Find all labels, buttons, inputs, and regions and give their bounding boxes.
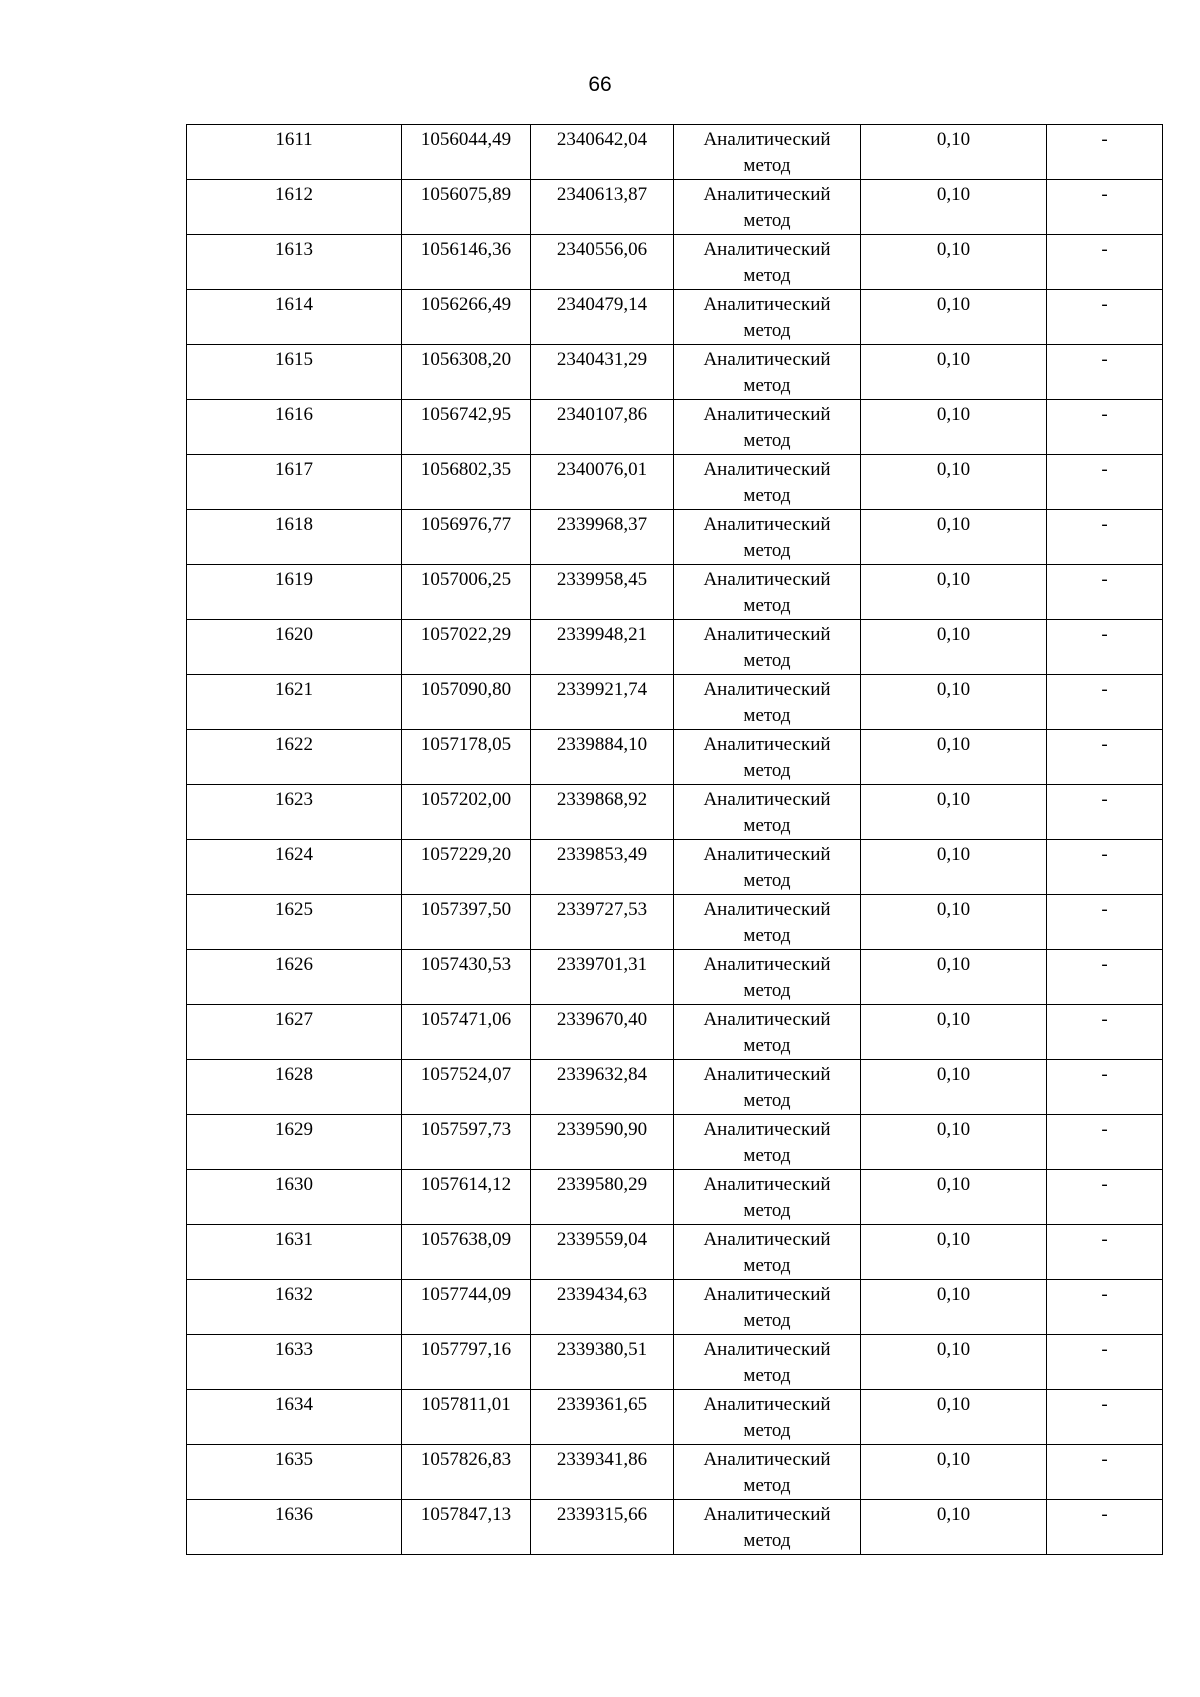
- method-cell: [674, 1390, 861, 1445]
- method-line-2: метод: [743, 760, 791, 781]
- accuracy-cell: 0,10: [861, 235, 1047, 290]
- accuracy-cell: 0,10: [861, 840, 1047, 895]
- y-coordinate-cell: 2340076,01: [531, 455, 674, 510]
- method-line-1: Аналитический: [703, 1284, 831, 1305]
- point-number-cell: 1614: [187, 290, 402, 345]
- method-cell: [674, 1005, 861, 1060]
- method-cell: [674, 1060, 861, 1115]
- table-row: [187, 1225, 1163, 1280]
- method-cell: [674, 620, 861, 675]
- x-coordinate-cell: 1056742,95: [402, 400, 531, 455]
- table-row: [187, 730, 1163, 785]
- method-line-2: метод: [743, 1475, 791, 1496]
- method-line-1: Аналитический: [703, 129, 831, 150]
- y-coordinate-cell: 2339361,65: [531, 1390, 674, 1445]
- method-line-1: Аналитический: [703, 294, 831, 315]
- method-cell: [674, 235, 861, 290]
- method-line-2: метод: [743, 320, 791, 341]
- method-line-2: метод: [743, 1255, 791, 1276]
- table-row: [187, 1115, 1163, 1170]
- table-row: [187, 950, 1163, 1005]
- x-coordinate-cell: 1057022,29: [402, 620, 531, 675]
- accuracy-cell: 0,10: [861, 455, 1047, 510]
- method-cell: [674, 125, 861, 180]
- point-number-cell: 1611: [187, 125, 402, 180]
- note-cell: -: [1047, 290, 1163, 345]
- note-cell: -: [1047, 180, 1163, 235]
- point-number-cell: 1634: [187, 1390, 402, 1445]
- x-coordinate-cell: 1056146,36: [402, 235, 531, 290]
- x-coordinate-cell: 1057090,80: [402, 675, 531, 730]
- x-coordinate-cell: 1056266,49: [402, 290, 531, 345]
- method-line-2: метод: [743, 650, 791, 671]
- method-line-1: Аналитический: [703, 1339, 831, 1360]
- method-line-1: Аналитический: [703, 624, 831, 645]
- note-cell: -: [1047, 510, 1163, 565]
- point-number-cell: 1627: [187, 1005, 402, 1060]
- accuracy-cell: 0,10: [861, 565, 1047, 620]
- method-line-1: Аналитический: [703, 734, 831, 755]
- point-number-cell: 1628: [187, 1060, 402, 1115]
- y-coordinate-cell: 2340479,14: [531, 290, 674, 345]
- note-cell: -: [1047, 895, 1163, 950]
- table-row: [187, 290, 1163, 345]
- accuracy-cell: 0,10: [861, 125, 1047, 180]
- point-number-cell: 1616: [187, 400, 402, 455]
- method-line-2: метод: [743, 815, 791, 836]
- point-number-cell: 1621: [187, 675, 402, 730]
- x-coordinate-cell: 1057638,09: [402, 1225, 531, 1280]
- point-number-cell: 1632: [187, 1280, 402, 1335]
- method-line-1: Аналитический: [703, 1449, 831, 1470]
- method-line-1: Аналитический: [703, 899, 831, 920]
- x-coordinate-cell: 1057826,83: [402, 1445, 531, 1500]
- method-line-2: метод: [743, 155, 791, 176]
- accuracy-cell: 0,10: [861, 1170, 1047, 1225]
- method-cell: [674, 675, 861, 730]
- point-number-cell: 1618: [187, 510, 402, 565]
- point-number-cell: 1635: [187, 1445, 402, 1500]
- note-cell: -: [1047, 1225, 1163, 1280]
- table-row: [187, 1005, 1163, 1060]
- accuracy-cell: 0,10: [861, 1115, 1047, 1170]
- method-cell: [674, 1335, 861, 1390]
- method-cell: [674, 895, 861, 950]
- table-body: [187, 125, 1163, 1555]
- table-row: [187, 1390, 1163, 1445]
- method-line-2: метод: [743, 1145, 791, 1166]
- note-cell: -: [1047, 1445, 1163, 1500]
- method-cell: [674, 840, 861, 895]
- table-row: [187, 1280, 1163, 1335]
- y-coordinate-cell: 2340613,87: [531, 180, 674, 235]
- accuracy-cell: 0,10: [861, 1445, 1047, 1500]
- note-cell: -: [1047, 455, 1163, 510]
- table-row: [187, 675, 1163, 730]
- x-coordinate-cell: 1057597,73: [402, 1115, 531, 1170]
- y-coordinate-cell: 2339853,49: [531, 840, 674, 895]
- y-coordinate-cell: 2339580,29: [531, 1170, 674, 1225]
- note-cell: -: [1047, 400, 1163, 455]
- accuracy-cell: 0,10: [861, 730, 1047, 785]
- method-line-1: Аналитический: [703, 1229, 831, 1250]
- method-cell: [674, 455, 861, 510]
- method-line-1: Аналитический: [703, 679, 831, 700]
- y-coordinate-cell: 2339632,84: [531, 1060, 674, 1115]
- x-coordinate-cell: 1057744,09: [402, 1280, 531, 1335]
- method-line-1: Аналитический: [703, 954, 831, 975]
- method-line-1: Аналитический: [703, 569, 831, 590]
- method-cell: [674, 290, 861, 345]
- x-coordinate-cell: 1057006,25: [402, 565, 531, 620]
- x-coordinate-cell: 1056802,35: [402, 455, 531, 510]
- table-row: [187, 1335, 1163, 1390]
- accuracy-cell: 0,10: [861, 1060, 1047, 1115]
- method-line-2: метод: [743, 1200, 791, 1221]
- table-row: [187, 400, 1163, 455]
- y-coordinate-cell: 2339380,51: [531, 1335, 674, 1390]
- method-line-1: Аналитический: [703, 349, 831, 370]
- accuracy-cell: 0,10: [861, 1500, 1047, 1555]
- accuracy-cell: 0,10: [861, 1280, 1047, 1335]
- point-number-cell: 1619: [187, 565, 402, 620]
- method-line-1: Аналитический: [703, 1394, 831, 1415]
- table-row: [187, 1060, 1163, 1115]
- accuracy-cell: 0,10: [861, 785, 1047, 840]
- point-number-cell: 1615: [187, 345, 402, 400]
- method-line-2: метод: [743, 430, 791, 451]
- point-number-cell: 1617: [187, 455, 402, 510]
- accuracy-cell: 0,10: [861, 180, 1047, 235]
- x-coordinate-cell: 1057202,00: [402, 785, 531, 840]
- x-coordinate-cell: 1057847,13: [402, 1500, 531, 1555]
- x-coordinate-cell: 1057229,20: [402, 840, 531, 895]
- accuracy-cell: 0,10: [861, 400, 1047, 455]
- table-row: [187, 565, 1163, 620]
- point-number-cell: 1623: [187, 785, 402, 840]
- y-coordinate-cell: 2339921,74: [531, 675, 674, 730]
- accuracy-cell: 0,10: [861, 1225, 1047, 1280]
- method-line-2: метод: [743, 375, 791, 396]
- note-cell: -: [1047, 1335, 1163, 1390]
- method-line-2: метод: [743, 485, 791, 506]
- method-line-1: Аналитический: [703, 789, 831, 810]
- y-coordinate-cell: 2339884,10: [531, 730, 674, 785]
- y-coordinate-cell: 2339670,40: [531, 1005, 674, 1060]
- y-coordinate-cell: 2339341,86: [531, 1445, 674, 1500]
- table-row: [187, 345, 1163, 400]
- method-line-2: метод: [743, 1530, 791, 1551]
- y-coordinate-cell: 2339968,37: [531, 510, 674, 565]
- point-number-cell: 1620: [187, 620, 402, 675]
- table-row: [187, 840, 1163, 895]
- point-number-cell: 1636: [187, 1500, 402, 1555]
- x-coordinate-cell: 1057614,12: [402, 1170, 531, 1225]
- method-cell: [674, 730, 861, 785]
- method-line-1: Аналитический: [703, 1504, 831, 1525]
- y-coordinate-cell: 2339701,31: [531, 950, 674, 1005]
- accuracy-cell: 0,10: [861, 345, 1047, 400]
- y-coordinate-cell: 2339727,53: [531, 895, 674, 950]
- table-row: [187, 620, 1163, 675]
- accuracy-cell: 0,10: [861, 290, 1047, 345]
- y-coordinate-cell: 2339868,92: [531, 785, 674, 840]
- point-number-cell: 1631: [187, 1225, 402, 1280]
- x-coordinate-cell: 1056976,77: [402, 510, 531, 565]
- accuracy-cell: 0,10: [861, 1335, 1047, 1390]
- note-cell: -: [1047, 1500, 1163, 1555]
- y-coordinate-cell: 2339434,63: [531, 1280, 674, 1335]
- method-line-1: Аналитический: [703, 184, 831, 205]
- x-coordinate-cell: 1057430,53: [402, 950, 531, 1005]
- table-row: [187, 510, 1163, 565]
- method-line-2: метод: [743, 595, 791, 616]
- note-cell: -: [1047, 1170, 1163, 1225]
- note-cell: -: [1047, 785, 1163, 840]
- accuracy-cell: 0,10: [861, 895, 1047, 950]
- y-coordinate-cell: 2340556,06: [531, 235, 674, 290]
- note-cell: -: [1047, 345, 1163, 400]
- method-cell: [674, 1445, 861, 1500]
- table-row: [187, 235, 1163, 290]
- point-number-cell: 1629: [187, 1115, 402, 1170]
- method-line-1: Аналитический: [703, 404, 831, 425]
- method-line-1: Аналитический: [703, 844, 831, 865]
- accuracy-cell: 0,10: [861, 950, 1047, 1005]
- x-coordinate-cell: 1057811,01: [402, 1390, 531, 1445]
- note-cell: -: [1047, 1060, 1163, 1115]
- x-coordinate-cell: 1056308,20: [402, 345, 531, 400]
- method-cell: [674, 1500, 861, 1555]
- x-coordinate-cell: 1056075,89: [402, 180, 531, 235]
- method-line-1: Аналитический: [703, 1064, 831, 1085]
- note-cell: -: [1047, 620, 1163, 675]
- method-cell: [674, 510, 861, 565]
- accuracy-cell: 0,10: [861, 1390, 1047, 1445]
- y-coordinate-cell: 2340642,04: [531, 125, 674, 180]
- method-line-2: метод: [743, 210, 791, 231]
- note-cell: -: [1047, 675, 1163, 730]
- note-cell: -: [1047, 730, 1163, 785]
- page-number: 66: [588, 73, 612, 96]
- method-line-2: метод: [743, 265, 791, 286]
- point-number-cell: 1612: [187, 180, 402, 235]
- table-row: [187, 1170, 1163, 1225]
- method-cell: [674, 180, 861, 235]
- method-cell: [674, 785, 861, 840]
- method-line-1: Аналитический: [703, 1174, 831, 1195]
- method-cell: [674, 1225, 861, 1280]
- coordinates-table: [186, 124, 1163, 1555]
- table-row: [187, 895, 1163, 950]
- x-coordinate-cell: 1057797,16: [402, 1335, 531, 1390]
- method-line-2: метод: [743, 705, 791, 726]
- method-line-1: Аналитический: [703, 1009, 831, 1030]
- method-line-2: метод: [743, 1090, 791, 1111]
- accuracy-cell: 0,10: [861, 675, 1047, 730]
- point-number-cell: 1633: [187, 1335, 402, 1390]
- method-line-2: метод: [743, 1365, 791, 1386]
- note-cell: -: [1047, 1390, 1163, 1445]
- method-line-2: метод: [743, 1310, 791, 1331]
- table-row: [187, 1445, 1163, 1500]
- method-cell: [674, 1115, 861, 1170]
- x-coordinate-cell: 1057471,06: [402, 1005, 531, 1060]
- table-row: [187, 125, 1163, 180]
- y-coordinate-cell: 2339559,04: [531, 1225, 674, 1280]
- method-line-1: Аналитический: [703, 459, 831, 480]
- note-cell: -: [1047, 125, 1163, 180]
- table-row: [187, 455, 1163, 510]
- y-coordinate-cell: 2340431,29: [531, 345, 674, 400]
- note-cell: -: [1047, 840, 1163, 895]
- method-line-2: метод: [743, 1420, 791, 1441]
- table-row: [187, 180, 1163, 235]
- method-line-2: метод: [743, 870, 791, 891]
- method-line-2: метод: [743, 980, 791, 1001]
- table-row: [187, 785, 1163, 840]
- note-cell: -: [1047, 950, 1163, 1005]
- y-coordinate-cell: 2339590,90: [531, 1115, 674, 1170]
- note-cell: -: [1047, 235, 1163, 290]
- point-number-cell: 1622: [187, 730, 402, 785]
- method-line-1: Аналитический: [703, 1119, 831, 1140]
- x-coordinate-cell: 1057178,05: [402, 730, 531, 785]
- x-coordinate-cell: 1057397,50: [402, 895, 531, 950]
- method-cell: [674, 950, 861, 1005]
- note-cell: -: [1047, 565, 1163, 620]
- y-coordinate-cell: 2339958,45: [531, 565, 674, 620]
- y-coordinate-cell: 2340107,86: [531, 400, 674, 455]
- table-row: [187, 1500, 1163, 1555]
- method-line-1: Аналитический: [703, 239, 831, 260]
- method-line-2: метод: [743, 540, 791, 561]
- note-cell: -: [1047, 1005, 1163, 1060]
- note-cell: -: [1047, 1115, 1163, 1170]
- point-number-cell: 1630: [187, 1170, 402, 1225]
- method-cell: [674, 345, 861, 400]
- accuracy-cell: 0,10: [861, 510, 1047, 565]
- method-line-2: метод: [743, 925, 791, 946]
- method-cell: [674, 565, 861, 620]
- method-cell: [674, 1280, 861, 1335]
- point-number-cell: 1613: [187, 235, 402, 290]
- point-number-cell: 1626: [187, 950, 402, 1005]
- x-coordinate-cell: 1057524,07: [402, 1060, 531, 1115]
- method-cell: [674, 400, 861, 455]
- method-cell: [674, 1170, 861, 1225]
- method-line-1: Аналитический: [703, 514, 831, 535]
- note-cell: -: [1047, 1280, 1163, 1335]
- method-line-2: метод: [743, 1035, 791, 1056]
- accuracy-cell: 0,10: [861, 620, 1047, 675]
- point-number-cell: 1625: [187, 895, 402, 950]
- y-coordinate-cell: 2339948,21: [531, 620, 674, 675]
- y-coordinate-cell: 2339315,66: [531, 1500, 674, 1555]
- point-number-cell: 1624: [187, 840, 402, 895]
- accuracy-cell: 0,10: [861, 1005, 1047, 1060]
- x-coordinate-cell: 1056044,49: [402, 125, 531, 180]
